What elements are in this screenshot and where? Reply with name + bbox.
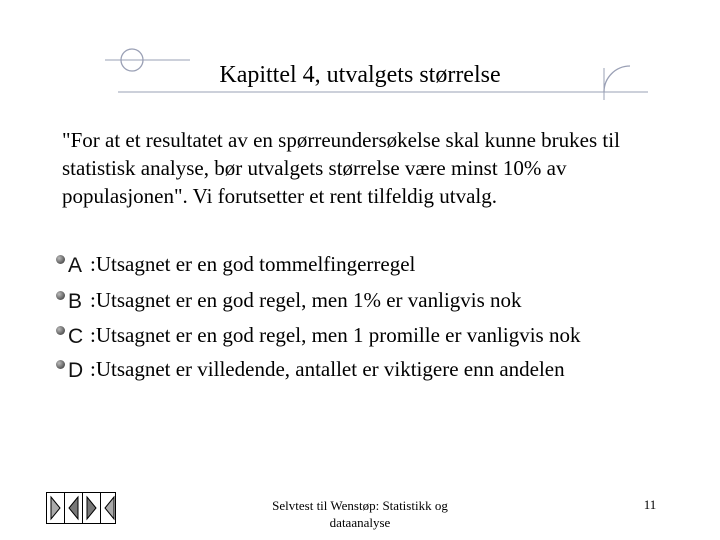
bullet-icon [56, 255, 65, 264]
bullet-icon [56, 291, 65, 300]
footer-text: Selvtest til Wenstøp: Statistikk og dataanalyse [272, 498, 448, 530]
option-letter: B [68, 290, 83, 313]
bullet-icon [56, 360, 65, 369]
option-d[interactable] [56, 352, 565, 386]
skip-forward-icon [101, 493, 118, 523]
option-letter: C [68, 325, 84, 348]
page-number: 11 [643, 497, 657, 512]
next-icon [83, 493, 100, 523]
option-letter: A [68, 254, 83, 277]
option-letter: D [68, 359, 84, 382]
option-a[interactable] [56, 247, 415, 281]
slide-navigation[interactable] [46, 492, 116, 524]
option-text: :Utsagnet er villedende, antallet er viktigere enn andelen [90, 356, 565, 381]
previous-slide-button[interactable] [65, 493, 83, 523]
slide-title: Kapittel 4, utvalgets størrelse [219, 62, 501, 88]
question-text: "For at et resultatet av en spørreundersøkelse skal kunne brukes til statistisk analyse, bør utvalgets størrelse være minst 10% av populasjonen". Vi forutsetter et rent tilfeldig utvalg. [62, 128, 620, 208]
previous-icon [65, 493, 82, 523]
last-slide-button[interactable] [101, 493, 118, 523]
option-text: :Utsagnet er en god tommelfingerregel [90, 251, 416, 276]
option-c[interactable] [56, 318, 580, 352]
option-b[interactable] [56, 283, 522, 317]
option-text: :Utsagnet er en god regel, men 1 promille er vanligvis nok [90, 322, 581, 347]
option-text: :Utsagnet er en god regel, men 1% er vanligvis nok [90, 287, 522, 312]
bullet-icon [56, 326, 65, 335]
skip-back-icon [47, 493, 64, 523]
next-slide-button[interactable] [83, 493, 101, 523]
first-slide-button[interactable] [47, 493, 65, 523]
